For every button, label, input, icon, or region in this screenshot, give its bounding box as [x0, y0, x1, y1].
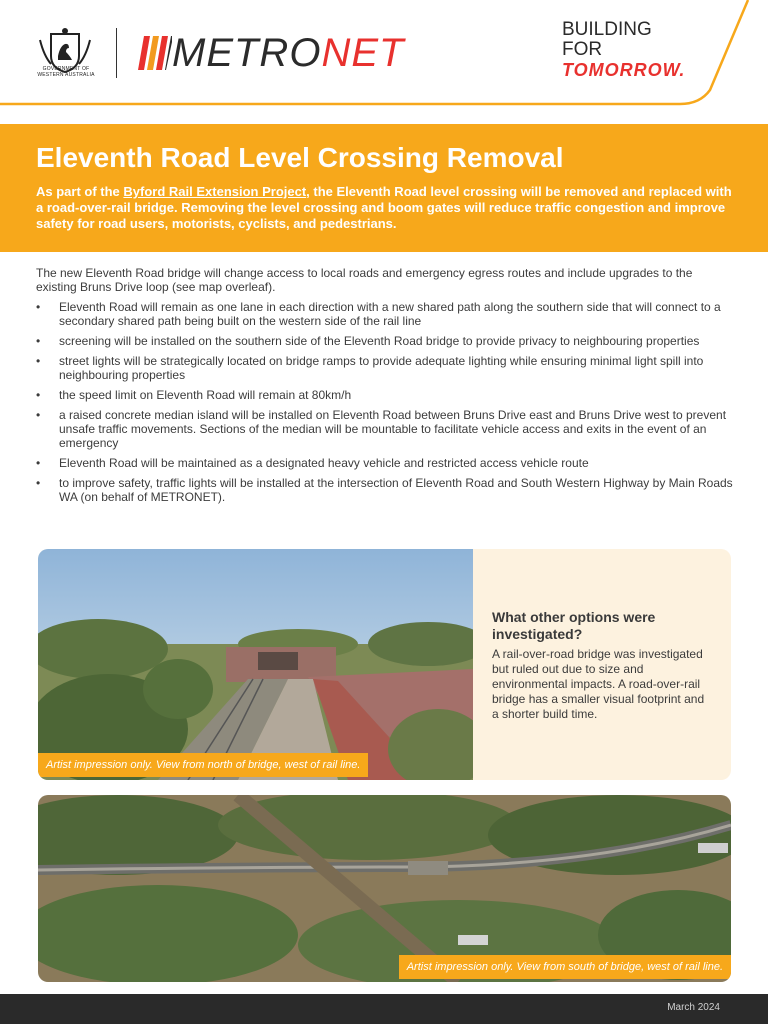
list-item-text: a raised concrete median island will be installed on Eleventh Road between Bruns Drive east and Bruns Drive west to prevent unsafe traffic movements. Sections of the median will be mountable to facilitate vehicle access and exits in the event of an emergency — [59, 408, 727, 450]
tagline-line-1: BUILDING — [562, 19, 652, 40]
metronet-logo-main: METRO — [172, 31, 322, 75]
bullet-glyph: • — [36, 388, 41, 402]
bullet-glyph: • — [36, 408, 41, 422]
metronet-logo — [172, 31, 404, 75]
banner-intro-after: , the Eleventh Road level crossing will be removed and replaced with a road-over-rail bridge. Removing the level crossing and boom gates will reduce traffic congestion and improve safety for road users, motorists, cyclists, and pedestrians. — [36, 184, 732, 231]
publication-date: March 2024 — [667, 1002, 720, 1013]
bullet-glyph: • — [36, 456, 41, 470]
bridge-render-north-image — [38, 549, 473, 780]
list-item-text: street lights will be strategically located on bridge ramps to provide adequate lighting while ensuring minimal light spill into neighbouring properties — [59, 354, 704, 382]
banner-intro — [36, 184, 732, 232]
list-item-text: to improve safety, traffic lights will be installed at the intersection of Eleventh Road and South Western Highway by Main Roads WA (on behalf of METRONET). — [59, 476, 733, 504]
title-banner — [0, 124, 768, 252]
bridge-render-south-image — [38, 795, 731, 982]
list-item — [36, 476, 736, 504]
metronet-stripes-icon — [138, 36, 172, 70]
list-item-text: the speed limit on Eleventh Road will remain at 80km/h — [59, 388, 352, 402]
page-footer — [0, 994, 768, 1024]
list-item-text: screening will be installed on the southern side of the Eleventh Road bridge to provide privacy to neighbouring properties — [59, 334, 700, 348]
header-divider — [116, 28, 117, 78]
list-item — [36, 334, 736, 348]
metronet-logo-accent: NET — [321, 31, 405, 75]
byford-project-link[interactable]: Byford Rail Extension Project — [123, 184, 307, 199]
tagline-line-3: TOMORROW. — [562, 60, 686, 80]
government-label: GOVERNMENT OF WESTERN AUSTRALIA — [37, 66, 95, 78]
banner-intro-before: As part of the — [36, 184, 124, 199]
tagline-line-2: FOR — [562, 39, 603, 60]
bullet-glyph: • — [36, 354, 41, 368]
list-item — [36, 388, 736, 402]
bullet-glyph: • — [36, 476, 41, 490]
list-item — [36, 354, 736, 382]
list-item — [36, 456, 736, 470]
list-item-text: Eleventh Road will be maintained as a designated heavy vehicle and restricted access vehicle route — [59, 456, 589, 470]
page-header — [0, 0, 768, 108]
page-title: Eleventh Road Level Crossing Removal — [36, 142, 564, 173]
changes-list — [36, 300, 736, 504]
bullet-glyph: • — [36, 300, 41, 314]
options-heading: What other options were investigated? — [492, 609, 656, 642]
options-sidebox — [492, 609, 712, 722]
bullet-glyph: • — [36, 334, 41, 348]
options-text: A rail-over-road bridge was investigated but ruled out due to size and environmental impacts. A road-over-rail bridge has a smaller visual footprint and a shorter build time. — [492, 647, 705, 721]
list-item-text: Eleventh Road will remain as one lane in each direction with a new shared path along the southern side that will connect to a secondary shared path being built on the western side of the rail line — [59, 300, 721, 328]
image-panel-south — [38, 795, 731, 982]
body-intro: The new Eleventh Road bridge will change access to local roads and emergency egress routes and include upgrades to the existing Bruns Drive loop (see map overleaf). — [36, 266, 693, 294]
image-panel-north — [38, 549, 731, 780]
main-content — [36, 266, 736, 510]
list-item — [36, 300, 736, 328]
list-item — [36, 408, 736, 450]
building-for-tomorrow-logo — [562, 20, 685, 80]
image-caption-north: Artist impression only. View from north of bridge, west of rail line. — [38, 753, 368, 777]
image-caption-south: Artist impression only. View from south of bridge, west of rail line. — [399, 955, 731, 979]
